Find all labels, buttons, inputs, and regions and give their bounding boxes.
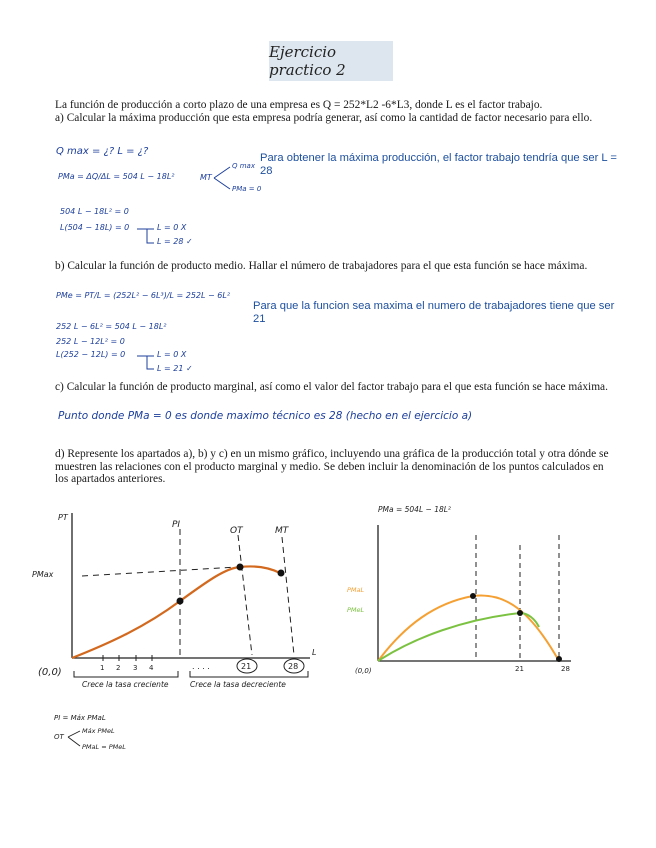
part-a-branch-arrows [212,163,234,193]
graph2-pme-curve [378,613,539,661]
graph1-ot-dashline [238,535,252,655]
graph1-tick-21: 21 [241,662,252,671]
graph1-tick-label-3: 3 [133,664,138,672]
part-b-question: b) Calcular la función de producto medio. Hallar el número de trabajadores para el que esta función se hace máxima. [55,260,588,272]
graph1-legend-1: PI = Máx PMaL [54,714,106,722]
part-a-solution-arrows [137,225,157,247]
graph2-pme-tag: PMeL [347,606,365,614]
graph1-point-ot [237,564,244,571]
part-c-question: c) Calcular la función de producto marginal, así como el valor del factor trabajo para el que esta función se hace máxima. [55,381,608,393]
part-a-question: a) Calcular la máxima producción que esta empresa podría generar, así como la cantidad de factor necesario para ello. [55,112,593,124]
graph1-legend-3: Máx PMeL [82,727,115,735]
graph1-origin: (0,0) [38,667,62,678]
title-box [269,41,393,81]
part-d-question: d) Represente los apartados a), b) y c) en un mismo gráfico, incluyendo una gráfica de la producción total y otra dónde se muestren las relaciones con el producto marginal y medio. Se deben incluir la denominación de los puntos calculados en los apartados anteriores. [55,448,609,486]
part-b-hw-sol2: L = 21 ✓ [157,364,193,373]
graph1-pmax-dashline [82,567,238,576]
part-a-hw-sol2: L = 28 ✓ [157,237,193,246]
graph2-pma-label: PMa = 504L − 18L² [378,505,451,514]
graph1-tick-label-4: 4 [149,664,154,672]
graph2-tick-28: 28 [561,665,570,673]
part-a-hw-sol1: L = 0 X [157,223,187,232]
graph1-legend-branch [68,731,80,746]
graph1-ot-label: OT [230,526,243,536]
part-a-hw-eq2: L(504 − 18L) = 0 [60,223,130,232]
graph1-point-pi [177,598,184,605]
graph1-mt-label: MT [275,526,289,536]
graph2-point-intersection [517,610,523,616]
graph1-legend-4: PMaL = PMeL [82,743,126,751]
part-a-hw-qmax-branch: Q max [232,162,255,170]
page-title: Ejercicio practico 2 [269,43,346,79]
graph1-point-mt [278,570,285,577]
graph2-point-28 [556,656,562,662]
part-b-hw-eq2: 252 L − 12L² = 0 [56,337,125,346]
graph2-point-pma-max [470,593,476,599]
graph1-pmax-label: PMax [32,570,54,579]
graph2-pma-tag: PMaL [347,586,365,594]
graph1-brace-left [74,671,178,677]
part-a-hw-pma: PMa = ΔQ/ΔL = 504 L − 18L² [58,172,175,181]
part-a-hw-qmax: Q max = ¿? L = ¿? [56,146,149,157]
graph1-tick-label-1: 1 [100,664,105,672]
intro-text: La función de producción a corto plazo de una empresa es Q = 252*L2 -6*L3, donde L es el factor trabajo. [55,99,543,111]
graph1-note-left: Crece la tasa creciente [82,680,169,689]
graph1-y-label: PT [58,513,68,522]
part-b-solution-arrows [137,352,157,374]
part-b-hw-pme: PMe = PT/L = (252L² − 6L³)/L = 252L − 6L² [56,291,231,300]
graph2-origin: (0,0) [355,667,372,675]
graph1-tick-label-2: 2 [116,664,121,672]
graph1-x-label: L [312,648,317,657]
graph2-pma-curve [378,595,559,661]
part-a-hw-eq1: 504 L − 18L² = 0 [60,207,129,216]
part-a-hw-mt: MT [200,173,212,182]
part-b-hw-eq3: L(252 − 12L) = 0 [56,350,126,359]
graph1-pi-label: PI [172,520,181,530]
graph2-tick-21: 21 [515,665,524,673]
graph1-mt-dashline [282,537,294,655]
part-b-hw-eq1: 252 L − 6L² = 504 L − 18L² [56,322,167,331]
part-c-hw-answer: Punto donde PMa = 0 es donde maximo técnico es 28 (hecho en el ejercicio a) [58,410,473,422]
part-a-hw-pma0: PMa = 0 [232,185,262,193]
graph-marginal-average [345,495,585,695]
part-b-hw-sol1: L = 0 X [157,350,187,359]
graph1-note-right: Crece la tasa decreciente [190,680,286,689]
part-b-answer: Para que la funcion sea maxima el numero de trabajadores tiene que ser 21 [253,300,615,325]
part-a-answer: Para obtener la máxima producción, el factor trabajo tendría que ser L = 28 [260,152,617,177]
graph1-legend-2: OT [54,733,64,741]
graph1-pt-curve [72,566,280,658]
graph1-brace-right [190,671,308,677]
graph1-dots: . . . . [192,662,210,671]
graph-total-production [30,505,330,765]
graph1-tick-28: 28 [288,662,299,671]
